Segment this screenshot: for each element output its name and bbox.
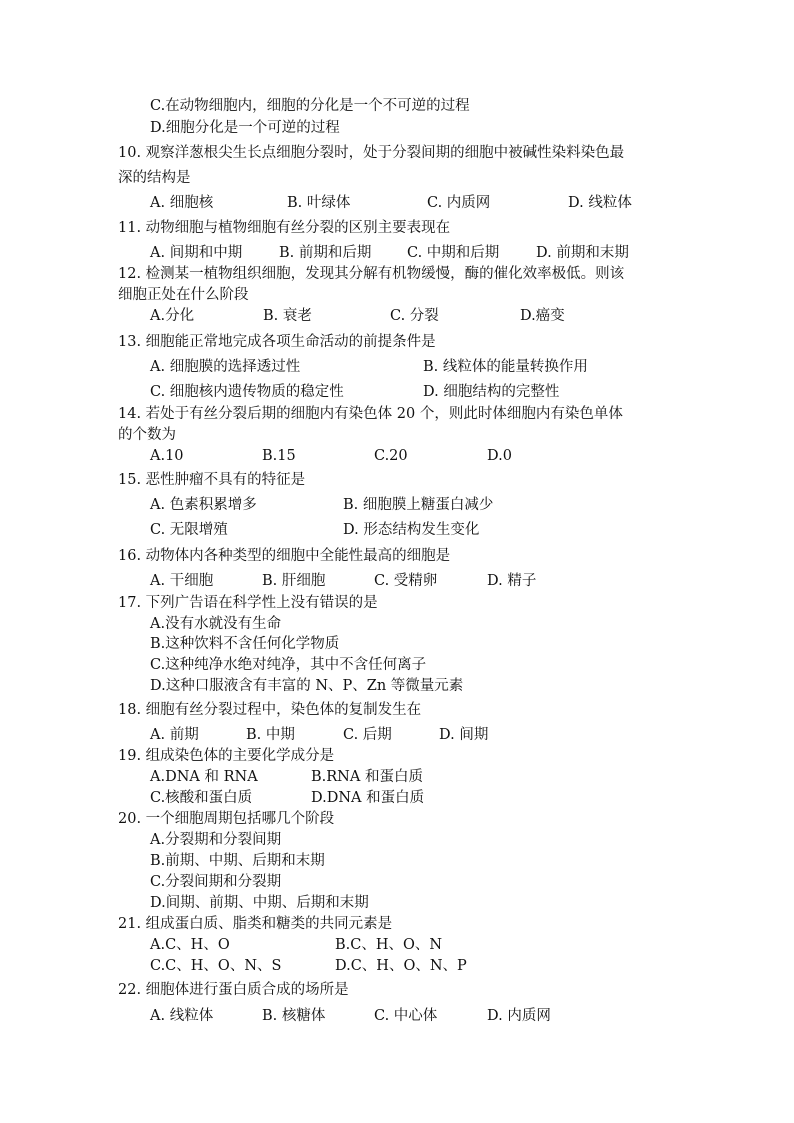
q16-option-a: A. 干细胞 [150, 573, 214, 589]
q18-option-b: B. 中期 [246, 727, 295, 743]
q22-option-d: D. 内质网 [487, 1008, 551, 1024]
q18-stem: 18. 细胞有丝分裂过程中，染色体的复制发生在 [118, 702, 422, 718]
q21-option-a: A.C、H、O [150, 937, 230, 953]
q13-option-a: A. 细胞膜的选择透过性 [150, 359, 301, 375]
q16-option-d: D. 精子 [487, 573, 537, 589]
q15-option-b: B. 细胞膜上糖蛋白减少 [343, 497, 494, 513]
q12-stem-line2: 细胞正处在什么阶段 [118, 287, 249, 303]
q13-option-c: C. 细胞核内遗传物质的稳定性 [150, 384, 344, 400]
q19-option-b: B.RNA 和蛋白质 [311, 769, 423, 785]
q19-option-a: A.DNA 和 RNA [150, 769, 258, 785]
q10-stem-line2: 深的结构是 [118, 170, 191, 186]
q20-option-a: A.分裂期和分裂间期 [150, 832, 282, 848]
q19-option-c: C.核酸和蛋白质 [150, 790, 253, 806]
q15-option-a: A. 色素积累增多 [150, 497, 257, 513]
q16-option-c: C. 受精卵 [374, 573, 438, 589]
q19-option-d: D.DNA 和蛋白质 [311, 790, 425, 806]
q21-option-d: D.C、H、O、N、P [335, 958, 467, 974]
q22-stem: 22. 细胞体进行蛋白质合成的场所是 [118, 982, 349, 998]
q17-stem: 17. 下列广告语在科学性上没有错误的是 [118, 595, 378, 611]
q13-option-d: D. 细胞结构的完整性 [423, 384, 560, 400]
q14-option-d: D.0 [487, 448, 512, 464]
q10-option-c: C. 内质网 [427, 195, 491, 211]
q12-stem-line1: 12. 检测某一植物组织细胞，发现其分解有机物缓慢，酶的催化效率极低。则该 [118, 266, 625, 282]
q22-option-b: B. 核糖体 [262, 1008, 326, 1024]
q11-option-b: B. 前期和后期 [279, 245, 372, 261]
q11-stem: 11. 动物细胞与植物细胞有丝分裂的区别主要表现在 [118, 220, 451, 236]
q13-option-b: B. 线粒体的能量转换作用 [423, 359, 588, 375]
q20-stem: 20. 一个细胞周期包括哪几个阶段 [118, 811, 335, 827]
q21-option-b: B.C、H、O、N [335, 937, 443, 953]
q10-option-a: A. 细胞核 [150, 195, 214, 211]
q12-option-b: B. 衰老 [263, 308, 312, 324]
q14-option-a: A.10 [150, 448, 184, 464]
q10-option-b: B. 叶绿体 [287, 195, 351, 211]
q14-option-c: C.20 [374, 448, 408, 464]
q17-option-a: A.没有水就没有生命 [150, 616, 282, 632]
q22-option-a: A. 线粒体 [150, 1008, 214, 1024]
q18-option-a: A. 前期 [150, 727, 199, 743]
q20-option-b: B.前期、中期、后期和末期 [150, 853, 325, 869]
q16-option-b: B. 肝细胞 [262, 573, 326, 589]
q14-option-b: B.15 [262, 448, 296, 464]
q15-option-c: C. 无限增殖 [150, 522, 228, 538]
q18-option-d: D. 间期 [439, 727, 489, 743]
q18-option-c: C. 后期 [343, 727, 392, 743]
q11-option-a: A. 间期和中期 [150, 245, 243, 261]
q12-option-a: A.分化 [150, 308, 195, 324]
q16-stem: 16. 动物体内各种类型的细胞中全能性最高的细胞是 [118, 548, 451, 564]
q10-option-d: D. 线粒体 [568, 195, 632, 211]
q21-stem: 21. 组成蛋白质、脂类和糖类的共同元素是 [118, 916, 393, 932]
q11-option-c: C. 中期和后期 [407, 245, 500, 261]
q15-option-d: D. 形态结构发生变化 [343, 522, 480, 538]
q9-option-d: D.细胞分化是一个可逆的过程 [150, 120, 340, 136]
q17-option-b: B.这种饮料不含任何化学物质 [150, 636, 340, 652]
q9-option-c: C.在动物细胞内，细胞的分化是一个不可逆的过程 [150, 98, 470, 114]
q10-stem-line1: 10. 观察洋葱根尖生长点细胞分裂时，处于分裂间期的细胞中被碱性染料染色最 [118, 145, 625, 161]
q14-stem-line1: 14. 若处于有丝分裂后期的细胞内有染色体 20 个，则此时体细胞内有染色单体 [118, 406, 623, 422]
q17-option-d: D.这种口服液含有丰富的 N、P、Zn 等微量元素 [150, 678, 464, 694]
q12-option-c: C. 分裂 [390, 308, 439, 324]
q22-option-c: C. 中心体 [374, 1008, 438, 1024]
q21-option-c: C.C、H、O、N、S [150, 958, 282, 974]
q13-stem: 13. 细胞能正常地完成各项生命活动的前提条件是 [118, 334, 436, 350]
q17-option-c: C.这种纯净水绝对纯净，其中不含任何离子 [150, 657, 427, 673]
q15-stem: 15. 恶性肿瘤不具有的特征是 [118, 472, 306, 488]
q20-option-d: D.间期、前期、中期、后期和末期 [150, 895, 369, 911]
q12-option-d: D.癌变 [520, 308, 565, 324]
q11-option-d: D. 前期和末期 [536, 245, 629, 261]
q14-stem-line2: 的个数为 [118, 427, 176, 443]
q20-option-c: C.分裂间期和分裂期 [150, 874, 282, 890]
q19-stem: 19. 组成染色体的主要化学成分是 [118, 748, 335, 764]
